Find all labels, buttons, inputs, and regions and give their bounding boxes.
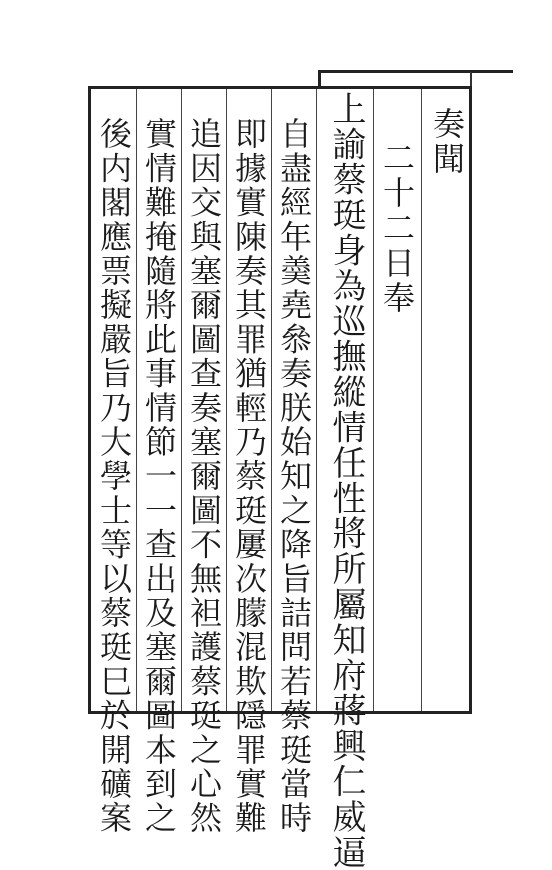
column-rule [181, 89, 182, 711]
text-column-7: 實情難掩隨將此事情節一一查出及塞爾圖本到之 [140, 117, 178, 836]
column-rule [373, 89, 374, 711]
text-column-5: 即據實陳奏其罪猶輕乃蔡珽屢次朦混欺隱罪實難 [230, 117, 268, 836]
column-rule [421, 89, 422, 711]
facing-leaf-edge [470, 72, 512, 638]
column-rule [136, 89, 137, 711]
text-column-1: 奏聞 [428, 107, 466, 177]
column-rule [271, 89, 272, 711]
column-rule [226, 89, 227, 711]
text-column-2: 二十二日奉 [378, 141, 416, 316]
text-column-6: 追因交與塞爾圖查奏塞爾圖不無袒護蔡珽之心然 [185, 117, 223, 836]
text-frame [88, 86, 472, 870]
text-column-3: 上諭蔡珽身為巡撫縱情任性將所屬知府蔣興仁威逼 [326, 91, 366, 870]
text-column-8: 後内閣應票擬嚴旨乃大學士等以蔡珽巳於開礦案 [95, 117, 133, 836]
text-column-4: 自盡經年羮堯叅奏朕始知之降旨詰問若蔡珽當時 [275, 117, 313, 836]
column-rule [316, 89, 317, 711]
